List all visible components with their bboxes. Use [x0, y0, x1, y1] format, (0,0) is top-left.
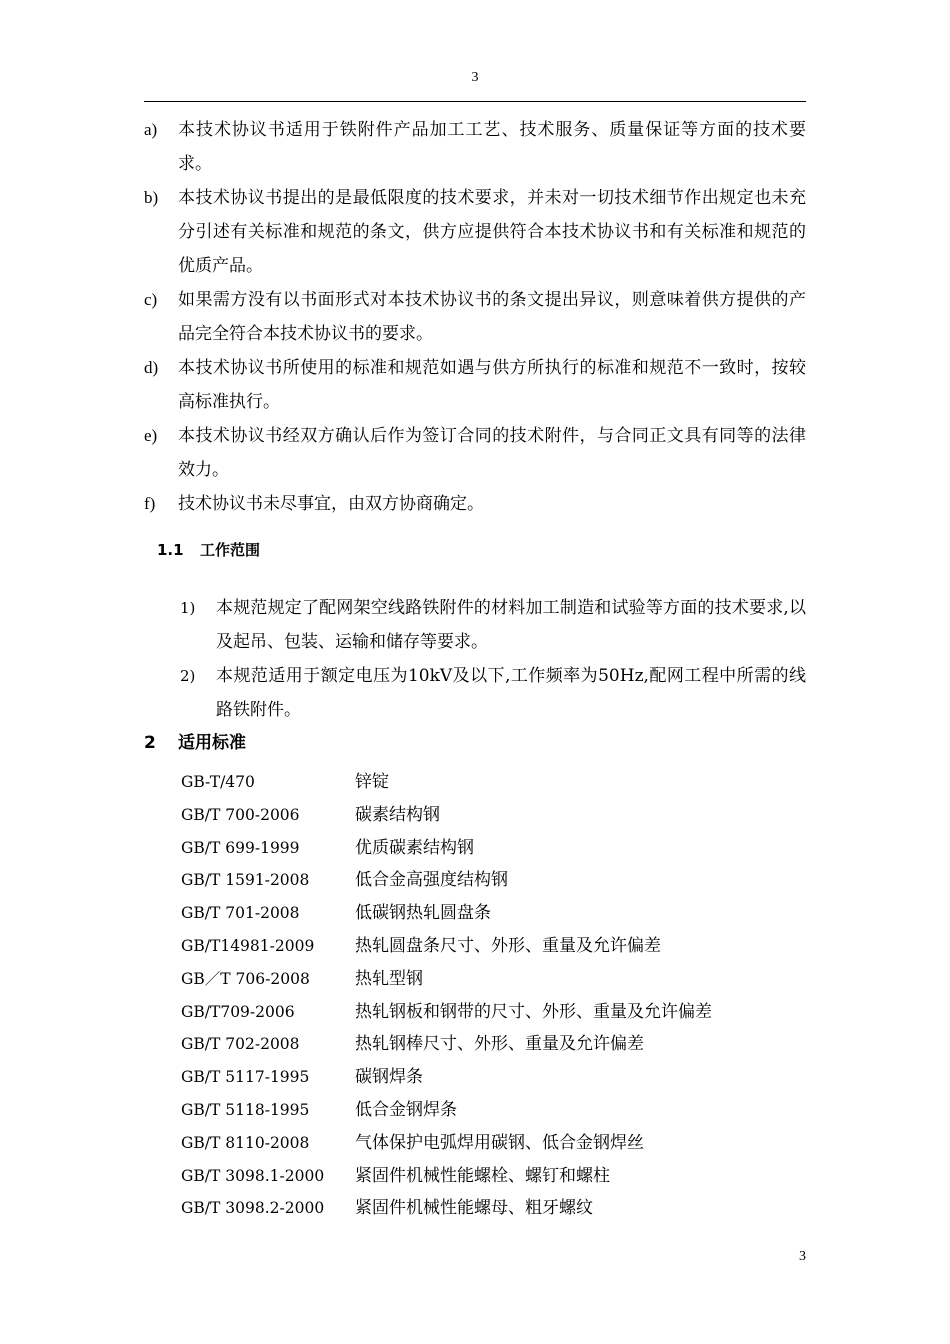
clause-item: [144, 283, 806, 351]
clause-item: [144, 351, 806, 419]
clause-text: 技术协议书未尽事宜，由双方协商确定。: [178, 494, 484, 514]
standard-code: GB/T 8110-2008: [181, 1133, 310, 1152]
standard-name: 热轧钢板和钢带的尺寸、外形、重量及允许偏差: [355, 1001, 712, 1022]
clause-marker: b): [144, 188, 159, 207]
scope-list: [180, 591, 806, 727]
scope-marker: 2): [180, 667, 196, 685]
section-title: 适用标准: [178, 733, 246, 753]
standard-code: GB/T 702-2008: [181, 1035, 300, 1054]
standard-row: [181, 996, 801, 1029]
standard-code: GB/T 699-1999: [181, 838, 300, 857]
clause-text: 本技术协议书适用于铁附件产品加工工艺、技术服务、质量保证等方面的技术要求。: [178, 120, 806, 174]
standards-list: [181, 766, 801, 1225]
section-number: 1.1: [157, 541, 184, 559]
standard-code: GB/T14981-2009: [181, 936, 315, 955]
standard-name: 优质碳素结构钢: [355, 837, 474, 858]
standard-row: [181, 963, 801, 996]
standard-code: GB／T 706-2008: [181, 969, 310, 988]
standard-code: GB/T 5117-1995: [181, 1068, 310, 1087]
standard-row: [181, 1192, 801, 1225]
standard-code: GB/T 700-2006: [181, 805, 300, 824]
section-heading-2: [144, 729, 246, 757]
standard-code: GB/T709-2006: [181, 1002, 295, 1021]
standard-row: [181, 930, 801, 963]
clause-text: 本技术协议书提出的是最低限度的技术要求，并未对一切技术细节作出规定也未充分引述有关标准和规范的条文，供方应提供符合本技术协议书和有关标准和规范的优质产品。: [178, 188, 806, 276]
standard-code: GB/T 5118-1995: [181, 1100, 310, 1119]
standard-row: [181, 799, 801, 832]
standard-name: 热轧型钢: [355, 968, 423, 989]
section-heading-1-1: [157, 538, 260, 562]
standard-code: GB/T 3098.2-2000: [181, 1199, 325, 1218]
clause-item: [144, 487, 806, 521]
scope-item: [180, 591, 806, 659]
standard-name: 紧固件机械性能螺母、粗牙螺纹: [355, 1198, 593, 1219]
standard-name: 碳钢焊条: [355, 1067, 423, 1088]
scope-text: 本规范规定了配网架空线路铁附件的材料加工制造和试验等方面的技术要求,以及起吊、包装、运输和储存等要求。: [216, 598, 806, 652]
standard-name: 低合金高强度结构钢: [355, 870, 508, 891]
standard-row: [181, 1094, 801, 1127]
clause-marker: d): [144, 358, 159, 377]
scope-item: [180, 659, 806, 727]
standard-name: 热轧圆盘条尺寸、外形、重量及允许偏差: [355, 935, 661, 956]
section-title: 工作范围: [200, 541, 261, 559]
scope-text: 本规范适用于额定电压为10kV及以下,工作频率为50Hz,配网工程中所需的线路铁附件。: [216, 666, 806, 720]
standard-row: [181, 1160, 801, 1193]
section-number: 2: [144, 733, 156, 753]
clause-marker: f): [144, 494, 156, 513]
clause-item: [144, 181, 806, 283]
standard-name: 低碳钢热轧圆盘条: [355, 903, 491, 924]
standard-name: 气体保护电弧焊用碳钢、低合金钢焊丝: [355, 1132, 644, 1153]
standard-name: 低合金钢焊条: [355, 1099, 457, 1120]
standard-code: GB/T 3098.1-2000: [181, 1166, 325, 1185]
standard-row: [181, 1127, 801, 1160]
standard-row: [181, 766, 801, 799]
standard-row: [181, 1028, 801, 1061]
standard-code: GB/T 701-2008: [181, 904, 300, 923]
standard-row: [181, 864, 801, 897]
clause-marker: a): [144, 120, 158, 139]
standard-name: 热轧钢棒尺寸、外形、重量及允许偏差: [355, 1034, 644, 1055]
clause-marker: e): [144, 426, 158, 445]
clause-list: [144, 113, 806, 521]
standard-code: GB/T 1591-2008: [181, 871, 310, 890]
standard-code: GB-T/470: [181, 773, 255, 791]
header-page-number: 3: [471, 70, 479, 85]
clause-text: 本技术协议书所使用的标准和规范如遇与供方所执行的标准和规范不一致时，按较高标准执行。: [178, 358, 806, 412]
clause-marker: c): [144, 290, 158, 309]
standard-name: 紧固件机械性能螺栓、螺钉和螺柱: [355, 1165, 610, 1186]
standard-row: [181, 832, 801, 865]
header-rule: [144, 101, 806, 102]
standard-name: 碳素结构钢: [355, 804, 440, 825]
clause-item: [144, 419, 806, 487]
footer-page-number: 3: [799, 1249, 806, 1264]
scope-marker: 1): [180, 599, 196, 617]
standard-row: [181, 897, 801, 930]
standard-row: [181, 1061, 801, 1094]
clause-text: 本技术协议书经双方确认后作为签订合同的技术附件，与合同正文具有同等的法律效力。: [178, 426, 806, 480]
clause-item: [144, 113, 806, 181]
clause-text: 如果需方没有以书面形式对本技术协议书的条文提出异议，则意味着供方提供的产品完全符合本技术协议书的要求。: [178, 290, 806, 344]
standard-name: 锌锭: [355, 772, 389, 792]
